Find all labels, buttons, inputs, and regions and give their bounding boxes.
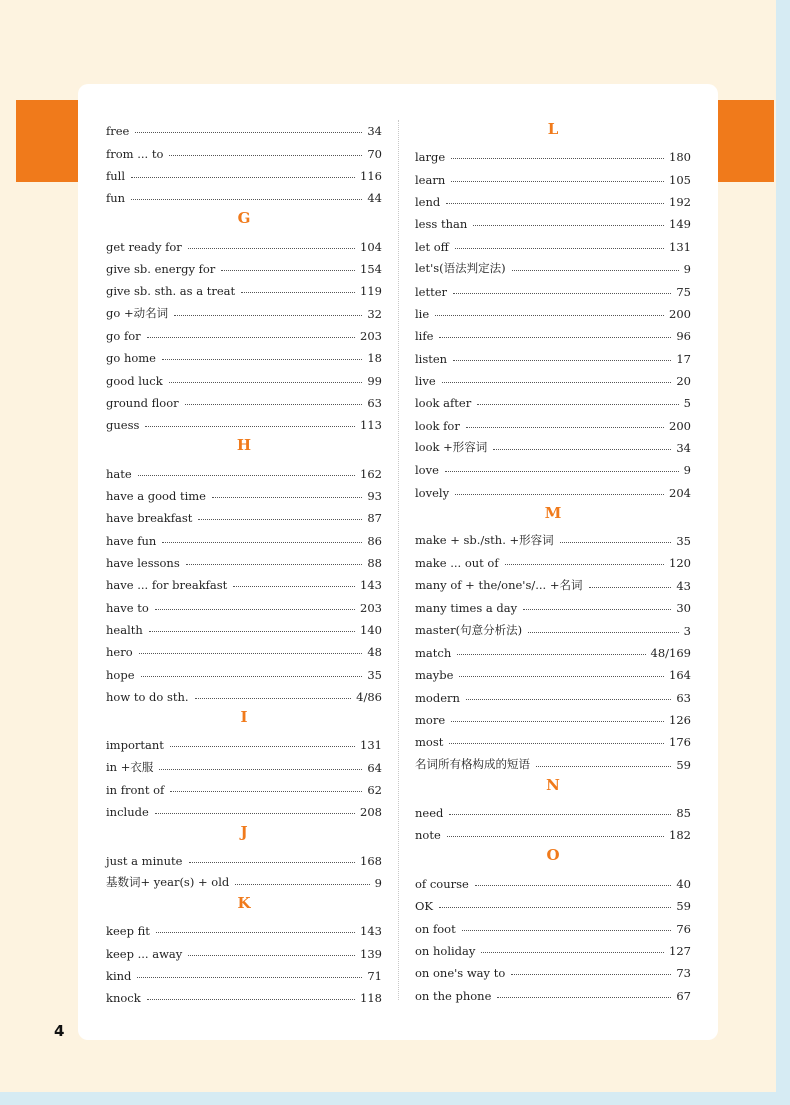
entry-page: 75 (676, 284, 691, 299)
dot-leader (453, 360, 671, 361)
dot-leader (162, 542, 362, 543)
entry-page: 73 (676, 966, 691, 981)
dot-leader (233, 586, 355, 587)
index-entry (415, 254, 691, 276)
dot-leader (198, 519, 362, 520)
entry-page: 131 (669, 239, 691, 254)
entry-page: 59 (676, 757, 691, 772)
page-number: 4 (54, 1022, 65, 1040)
dot-leader (170, 746, 355, 747)
index-entry (415, 187, 691, 209)
section-letter: I (240, 707, 248, 726)
entry-term: love (415, 463, 439, 478)
index-entry (415, 548, 691, 570)
dot-leader (185, 404, 363, 405)
dot-leader (466, 427, 664, 428)
dot-leader (536, 766, 671, 767)
entry-term: give sb. energy for (106, 261, 216, 276)
dot-leader (195, 698, 352, 699)
dot-leader (221, 270, 355, 271)
entry-page: 62 (367, 782, 382, 797)
entry-page: 63 (676, 690, 691, 705)
index-entry (106, 592, 382, 614)
index-entry (415, 936, 691, 958)
dot-leader (528, 632, 679, 633)
dot-leader (138, 475, 355, 476)
entry-term: have a good time (106, 488, 206, 503)
entry-term: listen (415, 351, 448, 366)
entry-page: 116 (360, 168, 382, 183)
entry-term: important (106, 738, 164, 753)
dot-leader (170, 791, 362, 792)
entry-page: 34 (676, 441, 691, 456)
entry-term: have to (106, 600, 149, 615)
entry-term: look after (415, 396, 472, 411)
dot-leader (446, 203, 664, 204)
dot-leader (241, 292, 355, 293)
dot-leader (560, 542, 672, 543)
index-entry (415, 682, 691, 704)
index-entry (106, 481, 382, 503)
entry-page: 9 (374, 875, 382, 890)
index-entry (415, 980, 691, 1002)
dot-leader (453, 293, 671, 294)
entry-term: in +衣服 (106, 759, 154, 774)
entry-term: give sb. sth. as a treat (106, 284, 236, 299)
entry-term: lie (415, 306, 430, 321)
section-letter: O (546, 846, 560, 865)
index-entry (106, 116, 382, 138)
entry-page: 164 (669, 668, 691, 683)
entry-term: of course (415, 876, 469, 891)
index-entry (415, 321, 691, 343)
index-entry (106, 365, 382, 387)
dot-leader (147, 337, 355, 338)
entry-page: 59 (676, 899, 691, 914)
dot-leader (435, 315, 664, 316)
index-entry (106, 183, 382, 205)
entry-term: maybe (415, 668, 454, 683)
entry-term: more (415, 712, 446, 727)
entry-term: good luck (106, 373, 163, 388)
index-entry (106, 730, 382, 752)
entry-page: 9 (683, 463, 691, 478)
index-entry (106, 752, 382, 774)
entry-term: OK (415, 899, 434, 914)
index-entry (106, 276, 382, 298)
entry-term: knock (106, 991, 141, 1006)
entry-term: fun (106, 191, 126, 206)
dot-leader (447, 836, 664, 837)
entry-term: make ... out of (415, 556, 499, 571)
dot-leader (473, 225, 664, 226)
entry-page: 200 (669, 306, 691, 321)
dot-leader (155, 813, 355, 814)
dot-leader (235, 884, 369, 885)
entry-term: learn (415, 172, 446, 187)
index-entry (106, 615, 382, 637)
entry-page: 203 (360, 328, 382, 343)
index-entry (415, 913, 691, 935)
index-entry (106, 868, 382, 890)
section-letter: K (237, 893, 251, 912)
index-entry (415, 388, 691, 410)
entry-page: 140 (360, 622, 382, 637)
index-entry (106, 938, 382, 960)
index-entry (415, 299, 691, 321)
index-entry (415, 410, 691, 432)
entry-page: 162 (360, 466, 382, 481)
dot-leader (174, 315, 362, 316)
entry-term: have ... for breakfast (106, 578, 228, 593)
dot-leader (135, 132, 362, 133)
entry-page: 63 (367, 395, 382, 410)
dot-leader (466, 699, 671, 700)
entry-page: 88 (367, 555, 382, 570)
dot-leader (141, 676, 363, 677)
entry-page: 99 (367, 373, 382, 388)
entry-page: 154 (360, 261, 382, 276)
entry-term: less than (415, 217, 468, 232)
entry-page: 40 (676, 876, 691, 891)
index-entry (415, 820, 691, 842)
dot-leader (455, 248, 664, 249)
dot-leader (139, 653, 363, 654)
entry-page: 176 (669, 735, 691, 750)
dot-leader (477, 404, 678, 405)
index-entry (106, 961, 382, 983)
index-entry (415, 727, 691, 749)
index-entry (106, 231, 382, 253)
index-entry (415, 343, 691, 365)
index-entry (415, 593, 691, 615)
entry-page: 149 (669, 217, 691, 232)
entry-term: keep ... away (106, 946, 183, 961)
entry-page: 3 (683, 623, 691, 638)
index-entry (415, 366, 691, 388)
index-entry (415, 477, 691, 499)
entry-page: 113 (360, 418, 382, 433)
entry-page: 192 (669, 195, 691, 210)
dot-leader (155, 609, 355, 610)
entry-term: make + sb./sth. +形容词 (415, 533, 554, 548)
index-entry (415, 958, 691, 980)
section-letter: L (547, 120, 559, 138)
entry-page: 127 (669, 943, 691, 958)
index-entry (106, 797, 382, 819)
dot-leader (459, 676, 664, 677)
entry-page: 35 (676, 534, 691, 549)
section-letter: M (544, 503, 562, 522)
entry-term: get ready for (106, 239, 182, 254)
dot-leader (451, 158, 664, 159)
dot-leader (481, 952, 664, 953)
entry-page: 32 (367, 306, 382, 321)
index-entry (415, 209, 691, 231)
index-entry (415, 868, 691, 890)
entry-term: many times a day (415, 601, 518, 616)
dot-leader (212, 497, 362, 498)
entry-term: look +形容词 (415, 440, 488, 455)
entry-page: 9 (683, 262, 691, 277)
entry-term: need (415, 806, 444, 821)
entry-term: go home (106, 351, 156, 366)
dot-leader (462, 930, 672, 931)
index-entry (415, 660, 691, 682)
dot-leader (493, 449, 671, 450)
entry-page: 71 (367, 968, 382, 983)
entry-term: kind (106, 968, 132, 983)
dot-leader (131, 199, 362, 200)
index-entry (106, 775, 382, 797)
entry-term: on foot (415, 921, 456, 936)
entry-term: hero (106, 645, 133, 660)
entry-page: 30 (676, 601, 691, 616)
index-entry (415, 276, 691, 298)
entry-term: look for (415, 418, 460, 433)
entry-term: match (415, 645, 452, 660)
entry-page: 18 (367, 351, 382, 366)
section-letter: G (237, 209, 251, 228)
entry-term: ground floor (106, 395, 179, 410)
entry-page: 20 (676, 373, 691, 388)
entry-term: how to do sth. (106, 689, 189, 704)
entry-page: 17 (676, 351, 691, 366)
dot-leader (512, 270, 679, 271)
entry-term: have breakfast (106, 511, 193, 526)
dot-leader (147, 999, 355, 1000)
entry-page: 67 (676, 988, 691, 1003)
dot-leader (188, 248, 355, 249)
entry-page: 200 (669, 418, 691, 433)
entry-term: guess (106, 418, 140, 433)
entry-page: 180 (669, 150, 691, 165)
dot-leader (523, 609, 671, 610)
entry-term: 基数词+ year(s) + old (106, 874, 230, 889)
index-entry (106, 254, 382, 276)
entry-term: from ... to (106, 146, 164, 161)
entry-term: large (415, 150, 446, 165)
entry-term: on one's way to (415, 966, 506, 981)
entry-page: 120 (669, 556, 691, 571)
dot-leader (186, 564, 363, 565)
index-entry (106, 983, 382, 1005)
section-letter: J (240, 823, 248, 842)
entry-term: on holiday (415, 943, 476, 958)
dot-leader (457, 654, 645, 655)
index-column-right (415, 116, 691, 1003)
index-entry (106, 570, 382, 592)
entry-page: 70 (367, 146, 382, 161)
entry-page: 143 (360, 578, 382, 593)
entry-term: health (106, 622, 143, 637)
entry-page: 208 (360, 805, 382, 820)
entry-term: have fun (106, 533, 157, 548)
entry-term: master(句意分析法) (415, 622, 523, 637)
entry-page: 118 (360, 991, 382, 1006)
index-entry (106, 503, 382, 525)
entry-term: modern (415, 690, 460, 705)
entry-page: 143 (360, 924, 382, 939)
entry-term: note (415, 828, 441, 843)
dot-leader (169, 155, 362, 156)
entry-term: live (415, 373, 436, 388)
dot-leader (442, 382, 672, 383)
entry-term: life (415, 329, 434, 344)
index-entry (106, 682, 382, 704)
entry-term: go for (106, 328, 141, 343)
index-entry (415, 615, 691, 637)
entry-term: hope (106, 667, 135, 682)
index-entry (415, 142, 691, 164)
entry-term: lovely (415, 485, 450, 500)
index-entry (106, 161, 382, 183)
index-entry (415, 891, 691, 913)
dot-leader (156, 932, 355, 933)
dot-leader (449, 814, 671, 815)
dot-leader (149, 631, 355, 632)
dot-leader (188, 955, 355, 956)
dot-leader (439, 907, 671, 908)
dot-leader (445, 471, 679, 472)
entry-term: lend (415, 195, 441, 210)
entry-page: 203 (360, 600, 382, 615)
index-entry (106, 458, 382, 480)
index-entry (415, 433, 691, 455)
entry-page: 43 (676, 578, 691, 593)
dot-leader (449, 743, 664, 744)
index-entry (106, 845, 382, 867)
entry-page: 93 (367, 488, 382, 503)
entry-term: just a minute (106, 853, 183, 868)
dot-leader (451, 721, 664, 722)
entry-page: 48/169 (650, 645, 691, 660)
index-entry (106, 548, 382, 570)
index-entry (106, 138, 382, 160)
index-entry (106, 637, 382, 659)
column-divider (398, 120, 399, 1000)
entry-page: 64 (367, 760, 382, 775)
entry-page: 87 (367, 511, 382, 526)
dot-leader (455, 494, 664, 495)
entry-term: free (106, 124, 130, 139)
index-entry (106, 388, 382, 410)
index-entry (415, 570, 691, 592)
dot-leader (505, 564, 664, 565)
index-entry (415, 749, 691, 771)
entry-page: 104 (360, 239, 382, 254)
entry-page: 76 (676, 921, 691, 936)
entry-term: include (106, 805, 149, 820)
entry-page: 119 (360, 284, 382, 299)
index-entry (106, 525, 382, 547)
index-entry (415, 231, 691, 253)
entry-term: let's(语法判定法) (415, 261, 506, 276)
index-entry (106, 321, 382, 343)
dot-leader (137, 977, 362, 978)
entry-term: keep fit (106, 924, 150, 939)
entry-term: on the phone (415, 988, 492, 1003)
entry-page: 5 (683, 396, 691, 411)
entry-page: 139 (360, 946, 382, 961)
entry-page: 85 (676, 806, 691, 821)
entry-term: full (106, 168, 126, 183)
index-entry (415, 798, 691, 820)
index-entry (106, 298, 382, 320)
entry-page: 105 (669, 172, 691, 187)
index-entry (106, 659, 382, 681)
entry-term: go +动名词 (106, 305, 169, 320)
entry-page: 131 (360, 738, 382, 753)
entry-term: hate (106, 466, 132, 481)
index-entry (415, 638, 691, 660)
entry-term: have lessons (106, 555, 180, 570)
entry-term: let off (415, 239, 449, 254)
index-entry (106, 410, 382, 432)
entry-term: 名词所有格构成的短语 (415, 756, 530, 771)
entry-term: in front of (106, 782, 165, 797)
entry-page: 34 (367, 124, 382, 139)
index-entry (106, 916, 382, 938)
dot-leader (497, 997, 671, 998)
index-entry (415, 526, 691, 548)
entry-page: 48 (367, 645, 382, 660)
index-entry (415, 455, 691, 477)
dot-leader (189, 862, 356, 863)
dot-leader (131, 177, 355, 178)
section-letter: H (236, 436, 252, 455)
entry-page: 204 (669, 485, 691, 500)
index-entry (415, 164, 691, 186)
index-entry (415, 705, 691, 727)
dot-leader (511, 974, 671, 975)
entry-term: letter (415, 284, 448, 299)
entry-page: 168 (360, 853, 382, 868)
entry-page: 182 (669, 828, 691, 843)
entry-term: most (415, 735, 444, 750)
entry-page: 35 (367, 667, 382, 682)
dot-leader (439, 337, 671, 338)
dot-leader (589, 587, 672, 588)
section-letter: N (546, 775, 560, 794)
entry-page: 4/86 (356, 689, 382, 704)
index-entry (106, 343, 382, 365)
entry-term: many of + the/one's/... +名词 (415, 577, 583, 592)
entry-page: 86 (367, 533, 382, 548)
dot-leader (451, 181, 664, 182)
entry-page: 44 (367, 191, 382, 206)
entry-page: 126 (669, 712, 691, 727)
dot-leader (169, 382, 363, 383)
entry-page: 96 (676, 329, 691, 344)
dot-leader (162, 359, 362, 360)
right-orange-tab (718, 100, 774, 182)
dot-leader (159, 769, 362, 770)
dot-leader (475, 885, 672, 886)
left-orange-tab (16, 100, 78, 182)
index-column-left (106, 116, 382, 1005)
dot-leader (145, 426, 355, 427)
